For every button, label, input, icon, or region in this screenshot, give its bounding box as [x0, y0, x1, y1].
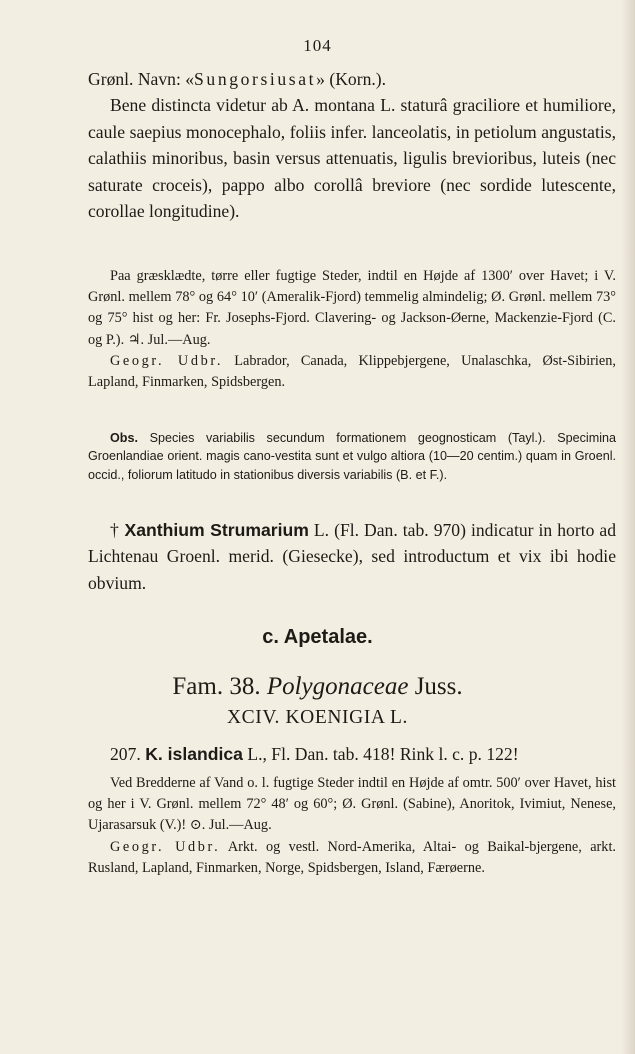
geogr-text: Labrador, Canada, Klippebjergene, Unalaschka, Øst-Sibirien, Lapland, Finmarken, Spidsbergen. — [88, 352, 616, 391]
family-prefix: Fam. 38. — [172, 673, 267, 700]
species-heading-line — [88, 741, 616, 767]
dagger-symbol: † — [110, 520, 120, 540]
observation-block — [88, 429, 616, 484]
koenigia-habitat: Ved Bredderne af Vand o. l. fugtige Steder indtil en Højde af omtr. 500′ over Havet, hist og her i V. Grønl. mellem 72° 48′ og 60°; Ø. Grønl. (Sabine), Anoritok, Ivimiut, Nenese, Ujarasarsuk (V.)! ⊙. Jul.—Aug. — [88, 775, 616, 834]
family-name: Polygonaceae — [266, 673, 409, 700]
vernacular-name-line — [88, 66, 616, 92]
habitat-block — [88, 266, 616, 393]
page-edge-shadow — [621, 0, 635, 1054]
obs-text: Species variabilis secundum formationem geognosticam (Tayl.). Specimina Groenlandiae orient. magis cano-vestita sunt et vulgo altiora (10—20 centim.) quam in Groenl. occid., foliorum latitudo in stationibus diversis variabilis (B. et F.). — [88, 431, 616, 482]
species-citation: L., Fl. Dan. tab. 418! Rink l. c. p. 122! — [242, 744, 519, 764]
geogr-label: Geogr. Udbr. — [110, 838, 221, 855]
observation-paragraph — [88, 429, 616, 484]
family-authority: Juss. — [408, 673, 463, 700]
geogr-label: Geogr. Udbr. — [110, 352, 224, 369]
vernacular-name: Sungorsiusat — [194, 69, 317, 89]
koenigia-habitat-block — [88, 773, 616, 879]
page-number: 104 — [303, 36, 332, 55]
latin-description: Bene distincta videtur ab A. montana L. staturâ graciliore et humiliore, caule saepius monocephalo, foliis infer. lanceolatis, in petiolum angustatis, calathiis minoribus, basin versus attenuatis, ligulis brevioribus, luteis (nec saturate croceis), pappo albo corollâ breviore (nec sordide lutescente, corollae longitudine). — [88, 95, 616, 222]
family-heading — [0, 673, 635, 701]
geogr-text: Arkt. og vestl. Nord-Amerika, Altai- og Baikal-bjergene, arkt. Rusland, Lapland, Finmarken, Norge, Spidsbergen, Island, Færøerne. — [88, 838, 616, 876]
species-name: K. islandica — [145, 744, 243, 764]
xanthium-text: L. (Fl. Dan. tab. 970) indicatur in horto ad Lichtenau Groenl. merid. (Giesecke), sed introductum et vix ibi hodie obvium. — [88, 520, 617, 593]
species-name: Xanthium Strumarium — [124, 520, 309, 540]
obs-label: Obs. — [110, 431, 138, 445]
entry-xanthium — [88, 517, 616, 596]
xanthium-paragraph — [88, 517, 616, 596]
genus-heading: XCIV. KOENIGIA L. — [227, 707, 408, 728]
geographic-distribution — [88, 351, 616, 393]
vernacular-suffix: » (Korn.). — [316, 69, 387, 89]
entry-arnica — [88, 66, 616, 224]
habitat-paragraph: Paa græsklædte, tørre eller fugtige Steder, indtil en Højde af 1300′ over Havet; i V. Grønl. mellem 78° og 64° 10′ (Ameralik-Fjord) temmelig almindelig; Ø. Grønl. mellem 73° og 75° hist og her: Fr. Josephs-Fjord. Clavering- og Jackson-Øerne, Mackenzie-Fjord (C. og P.). ♃. Jul.—Aug. — [88, 268, 616, 348]
section-heading: c. Apetalae. — [262, 626, 373, 648]
entry-koenigia — [88, 741, 616, 767]
species-number: 207. — [110, 744, 146, 764]
koenigia-distribution — [88, 837, 616, 879]
vernacular-prefix: Grønl. Navn: « — [88, 69, 195, 89]
